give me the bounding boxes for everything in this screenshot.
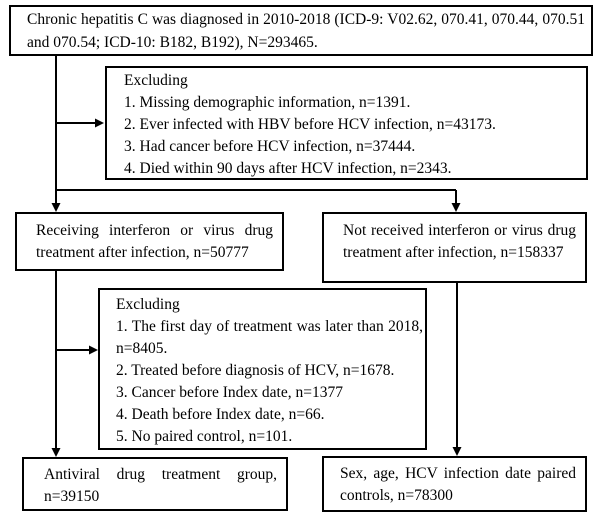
exclusion-2-item: 5. No paired control, n=101.	[116, 428, 293, 445]
treatment-group-box-text: Antiviral drug treatment group, n=39150	[44, 466, 277, 505]
arrowhead-to-exclusion-1	[95, 119, 104, 128]
arrowhead-to-untreated-box	[452, 203, 461, 212]
arrowhead-to-exclusion-2	[89, 346, 98, 355]
control-group-box	[322, 456, 587, 512]
untreated-box-text: Not received interferon or virus drug treatment after infection, n=158337	[343, 222, 576, 261]
exclusion-1-item: 4. Died within 90 days after HCV infection, n=2343.	[124, 160, 452, 177]
control-group-box-text: Sex, age, HCV infection date paired controls, n=78300	[340, 465, 576, 504]
exclusion-2-item: 2. Treated before diagnosis of HCV, n=1678.	[116, 362, 395, 379]
exclusion-2-item: 1. The first day of treatment was later than 2018, n=8405.	[116, 318, 423, 357]
exclusion-1-title: Excluding	[124, 72, 188, 89]
treated-box	[15, 212, 284, 271]
treated-box-text: Receiving interferon or virus drug treatment after infection, n=50777	[36, 222, 273, 261]
exclusion-2-item: 3. Cancer before Index date, n=1377	[116, 384, 343, 401]
diagnosis-box	[9, 5, 593, 56]
exclusion-2-item: 4. Death before Index date, n=66.	[116, 406, 325, 423]
arrowhead-to-treatment-group	[52, 448, 61, 457]
arrowhead-to-control-group	[453, 447, 462, 456]
treatment-group-box	[22, 457, 288, 511]
exclusion-1-item: 2. Ever infected with HBV before HCV infection, n=43173.	[124, 116, 496, 133]
diagnosis-box-text: Chronic hepatitis C was diagnosed in 2010-2018 (ICD-9: V02.62, 070.41, 070.44, 070.51 and 070.54; ICD-10: B182, B192), N=293465.	[27, 11, 585, 51]
exclusion-1-item: 3. Had cancer before HCV infection, n=37444.	[124, 138, 416, 155]
exclusion-box-1	[105, 66, 588, 180]
exclusion-1-item: 1. Missing demographic information, n=1391.	[124, 94, 411, 111]
exclusion-2-title: Excluding	[116, 296, 180, 313]
arrowhead-to-treated-box	[52, 203, 61, 212]
exclusion-box-2	[98, 288, 427, 450]
untreated-box	[322, 212, 587, 283]
